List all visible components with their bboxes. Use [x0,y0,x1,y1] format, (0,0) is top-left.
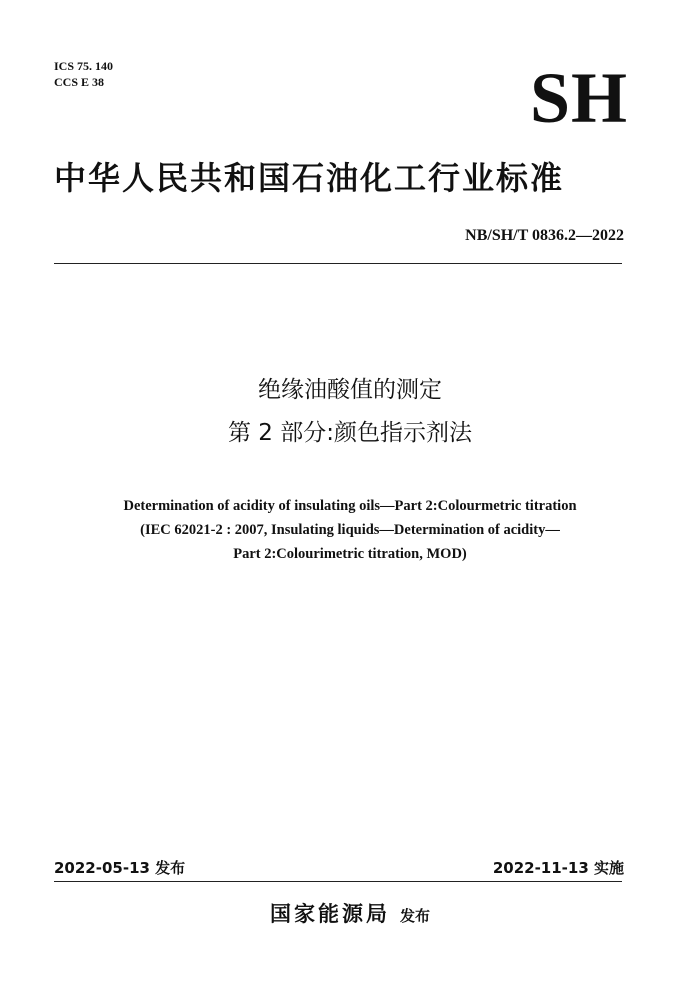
issuer-action: 发布 [399,907,430,925]
standard-number: NB/SH/T 0836.2—2022 [465,227,624,244]
chinese-title-line-2: 第 2 部分:颜色指示剂法 [227,420,472,446]
issuer-line [0,898,700,928]
top-divider [54,263,622,264]
publish-date: 2022-05-13 发布 [54,859,186,877]
standard-title: 中华人民共和国石油化工行业标准 [54,159,565,197]
ccs-code: CCS E 38 [54,75,105,89]
english-title-line-3: Part 2:Colourimetric titration, MOD) [233,546,467,562]
english-title-line-2: (IEC 62021-2 : 2007, Insulating liquids—Determination of acidity— [140,522,560,538]
ics-code: ICS 75. 140 [54,59,114,73]
issuer-name: 国家能源局 [269,902,390,926]
ics-code-block [54,58,113,90]
bottom-divider [54,881,622,882]
implement-date: 2022-11-13 实施 [492,859,624,877]
category-code: SH [529,58,628,138]
english-title-line-1: Determination of acidity of insulating oils—Part 2:Colourmetric titration [123,498,577,514]
chinese-title-line-1: 绝缘油酸值的测定 [258,377,442,403]
